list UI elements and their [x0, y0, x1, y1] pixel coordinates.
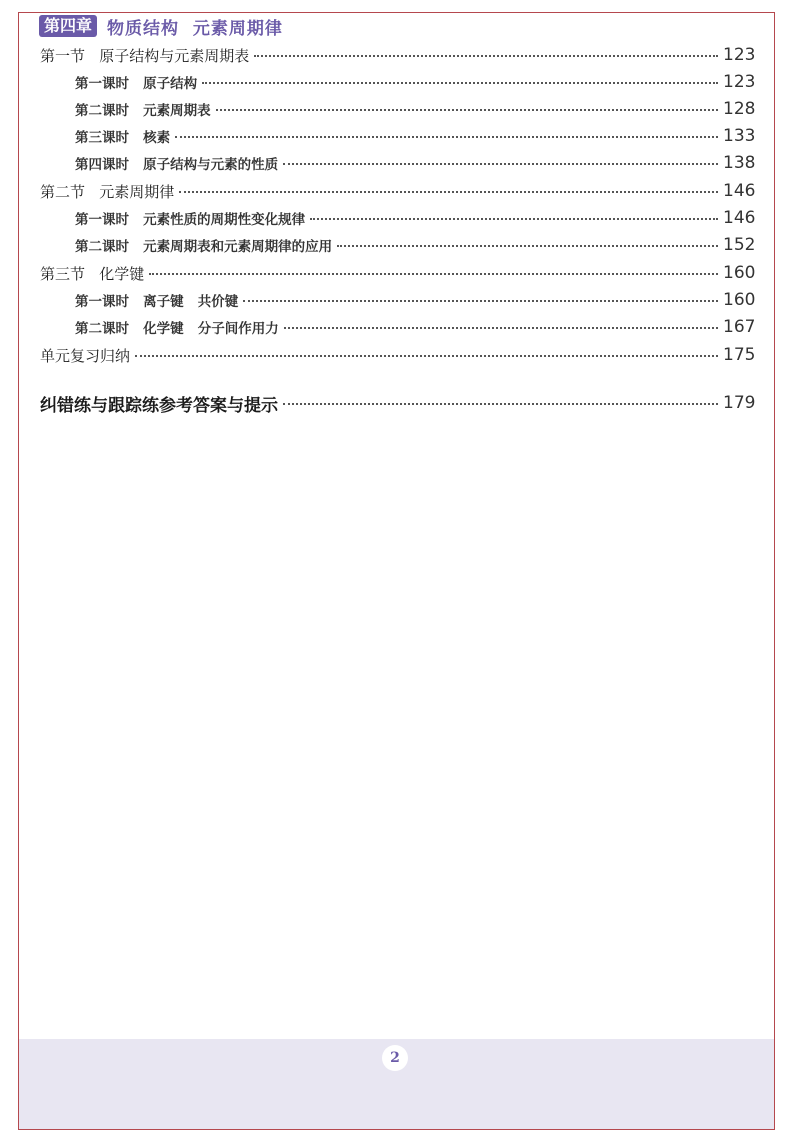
toc-label: 第三课时 核素 — [75, 130, 171, 146]
page-number: 2 — [382, 1045, 408, 1071]
chapter-title: 物质结构 元素周期律 — [107, 18, 283, 39]
toc-section-2[interactable] — [40, 179, 756, 203]
toc-page-number: 146 — [723, 208, 756, 228]
toc-label: 第一节 原子结构与元素周期表 — [40, 46, 250, 65]
toc-leader — [135, 355, 718, 357]
toc-label: 第一课时 元素性质的周期性变化规律 — [75, 212, 306, 228]
toc-lesson-1-2[interactable] — [75, 97, 756, 121]
toc-lesson-2-1[interactable] — [75, 206, 756, 230]
toc-leader — [179, 191, 718, 193]
toc-label: 第二课时 元素周期表和元素周期律的应用 — [75, 239, 333, 255]
toc-lesson-3-1[interactable] — [75, 288, 756, 312]
toc-label: 单元复习归纳 — [40, 346, 131, 365]
toc-page-number: 123 — [723, 72, 756, 92]
toc-leader — [149, 273, 718, 275]
toc-label: 第一课时 离子键 共价键 — [75, 294, 239, 310]
toc-lesson-1-1[interactable] — [75, 70, 756, 94]
toc-page-number: 123 — [723, 45, 756, 65]
toc-leader — [254, 55, 718, 57]
toc-label: 第二课时 元素周期表 — [75, 103, 211, 119]
toc-page-number: 167 — [723, 317, 756, 337]
chapter-header — [39, 14, 283, 38]
toc-section-3[interactable] — [40, 261, 756, 285]
toc-answers[interactable] — [40, 391, 756, 416]
toc-label: 第三节 化学键 — [40, 264, 145, 283]
toc-leader — [283, 403, 718, 405]
toc-label: 第一课时 原子结构 — [75, 76, 198, 92]
toc-leader — [310, 218, 718, 220]
toc-leader — [175, 136, 718, 138]
toc-lesson-1-3[interactable] — [75, 124, 756, 148]
toc-page-number: 152 — [723, 235, 756, 255]
toc-label: 纠错练与跟踪练参考答案与提示 — [40, 395, 278, 416]
toc-label: 第二课时 化学键 分子间作用力 — [75, 321, 279, 337]
toc-leader — [337, 245, 718, 247]
toc-lesson-2-2[interactable] — [75, 233, 756, 257]
toc-lesson-3-2[interactable] — [75, 315, 756, 339]
toc-page-number: 160 — [723, 290, 756, 310]
toc-page-number: 138 — [723, 153, 756, 173]
toc-leader — [202, 82, 718, 84]
toc-page-number: 179 — [723, 393, 756, 413]
toc-page-number: 160 — [723, 263, 756, 283]
toc-leader — [284, 327, 718, 329]
toc-page-number: 146 — [723, 181, 756, 201]
toc-page-number: 128 — [723, 99, 756, 119]
toc-leader — [216, 109, 718, 111]
toc-label: 第四课时 原子结构与元素的性质 — [75, 157, 279, 173]
toc-page-number: 133 — [723, 126, 756, 146]
toc-lesson-1-4[interactable] — [75, 151, 756, 175]
chapter-badge: 第四章 — [39, 15, 97, 37]
toc-leader — [243, 300, 718, 302]
footer-band — [19, 1039, 774, 1129]
toc-section-1[interactable] — [40, 43, 756, 67]
toc-label: 第二节 元素周期律 — [40, 182, 175, 201]
toc-leader — [283, 163, 718, 165]
toc-page-number: 175 — [723, 345, 756, 365]
page-frame — [18, 12, 775, 1130]
toc-unit-review[interactable] — [40, 343, 756, 367]
